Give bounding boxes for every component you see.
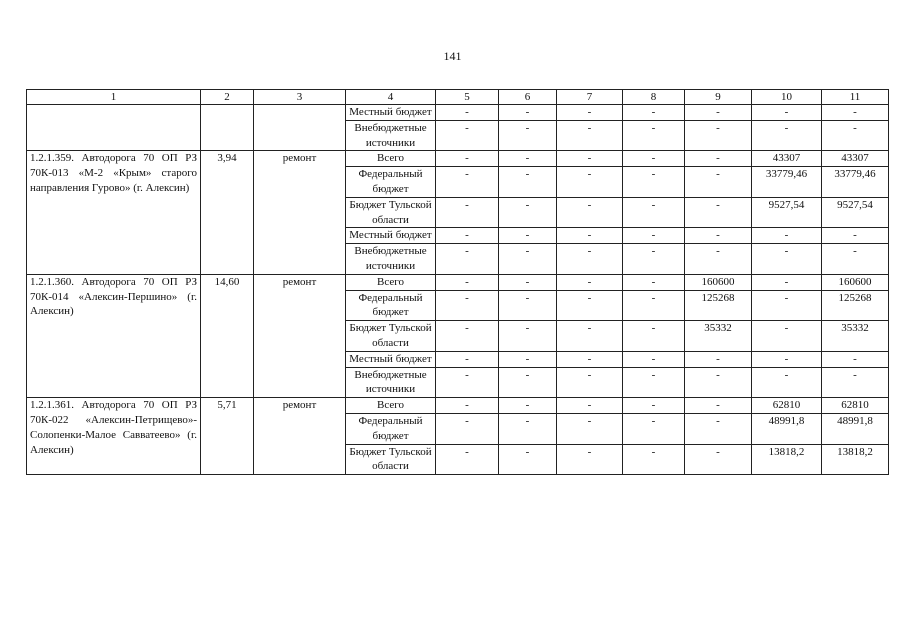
column-header: 11 <box>822 90 889 105</box>
value-cell: - <box>623 413 685 444</box>
value-cell: - <box>557 444 623 475</box>
funding-source-cell: Федеральный бюджет <box>346 167 436 198</box>
funding-source-cell: Бюджет Тульской области <box>346 321 436 352</box>
value-cell: - <box>623 197 685 228</box>
value-cell: - <box>623 321 685 352</box>
value-cell: - <box>557 197 623 228</box>
value-cell: - <box>436 120 499 151</box>
value-cell: - <box>436 290 499 321</box>
length-km-cell: 3,94 <box>201 151 254 274</box>
value-cell: - <box>685 444 752 475</box>
value-cell: - <box>752 321 822 352</box>
value-cell: 9527,54 <box>822 197 889 228</box>
value-cell: - <box>499 398 557 414</box>
value-cell: 9527,54 <box>752 197 822 228</box>
value-cell: 125268 <box>822 290 889 321</box>
table-row <box>27 151 889 167</box>
value-cell: - <box>623 444 685 475</box>
value-cell: - <box>557 290 623 321</box>
value-cell: - <box>623 105 685 121</box>
work-type-cell: ремонт <box>254 398 346 475</box>
length-km-cell: 14,60 <box>201 274 254 397</box>
value-cell: - <box>557 228 623 244</box>
column-header: 2 <box>201 90 254 105</box>
budget-table <box>26 89 889 475</box>
value-cell: - <box>436 197 499 228</box>
value-cell: - <box>436 444 499 475</box>
value-cell: - <box>557 413 623 444</box>
table-header-row <box>27 90 889 105</box>
value-cell: - <box>685 197 752 228</box>
funding-source-cell: Бюджет Тульской области <box>346 444 436 475</box>
value-cell: - <box>499 105 557 121</box>
value-cell: - <box>436 228 499 244</box>
funding-source-cell: Всего <box>346 274 436 290</box>
value-cell: - <box>822 351 889 367</box>
value-cell: - <box>623 351 685 367</box>
value-cell: - <box>623 398 685 414</box>
value-cell: - <box>436 244 499 275</box>
funding-source-cell: Федеральный бюджет <box>346 290 436 321</box>
value-cell: - <box>623 367 685 398</box>
value-cell: - <box>822 120 889 151</box>
column-header: 5 <box>436 90 499 105</box>
funding-source-cell: Внебюджетные источники <box>346 367 436 398</box>
value-cell: - <box>822 105 889 121</box>
value-cell: - <box>499 228 557 244</box>
value-cell: - <box>685 151 752 167</box>
value-cell: - <box>499 274 557 290</box>
value-cell: - <box>557 398 623 414</box>
value-cell: - <box>499 151 557 167</box>
value-cell: - <box>557 105 623 121</box>
value-cell: - <box>499 197 557 228</box>
value-cell: - <box>685 167 752 198</box>
value-cell: - <box>685 398 752 414</box>
value-cell: - <box>499 321 557 352</box>
object-name-cell: 1.2.1.359. Автодорога 70 ОП РЗ 70К-013 «М-2 «Крым» старого направления Гурово» (г. Алексин) <box>27 151 201 274</box>
value-cell: - <box>685 367 752 398</box>
work-type-cell <box>254 105 346 151</box>
value-cell: - <box>557 274 623 290</box>
value-cell: - <box>752 105 822 121</box>
value-cell: - <box>557 351 623 367</box>
value-cell: 13818,2 <box>822 444 889 475</box>
funding-source-cell: Всего <box>346 398 436 414</box>
page-number: 141 <box>443 49 462 63</box>
value-cell: - <box>685 120 752 151</box>
value-cell: 33779,46 <box>752 167 822 198</box>
value-cell: - <box>685 413 752 444</box>
column-header: 8 <box>623 90 685 105</box>
value-cell: - <box>822 228 889 244</box>
value-cell: 43307 <box>752 151 822 167</box>
funding-source-cell: Внебюджетные источники <box>346 120 436 151</box>
object-name-cell: 1.2.1.361. Автодорога 70 ОП РЗ 70К-022 «Алексин-Петрищево»-Солопенки-Малое Савватеево» (г. Алексин) <box>27 398 201 475</box>
value-cell: - <box>436 413 499 444</box>
value-cell: - <box>557 120 623 151</box>
value-cell: - <box>752 274 822 290</box>
value-cell: - <box>623 228 685 244</box>
value-cell: - <box>557 367 623 398</box>
value-cell: - <box>623 244 685 275</box>
funding-source-cell: Всего <box>346 151 436 167</box>
value-cell: - <box>752 367 822 398</box>
column-header: 7 <box>557 90 623 105</box>
value-cell: 48991,8 <box>752 413 822 444</box>
column-header: 6 <box>499 90 557 105</box>
value-cell: - <box>499 244 557 275</box>
value-cell: - <box>436 167 499 198</box>
value-cell: - <box>685 244 752 275</box>
value-cell: - <box>685 105 752 121</box>
value-cell: - <box>623 274 685 290</box>
funding-source-cell: Местный бюджет <box>346 105 436 121</box>
column-header: 10 <box>752 90 822 105</box>
value-cell: - <box>685 228 752 244</box>
value-cell: - <box>623 120 685 151</box>
value-cell: - <box>499 444 557 475</box>
work-type-cell: ремонт <box>254 274 346 397</box>
column-header: 9 <box>685 90 752 105</box>
length-km-cell <box>201 105 254 151</box>
value-cell: - <box>557 321 623 352</box>
value-cell: 160600 <box>685 274 752 290</box>
table-row <box>27 274 889 290</box>
value-cell: 48991,8 <box>822 413 889 444</box>
value-cell: - <box>499 413 557 444</box>
value-cell: - <box>752 290 822 321</box>
value-cell: - <box>557 244 623 275</box>
value-cell: - <box>822 244 889 275</box>
table-row <box>27 105 889 121</box>
column-header: 1 <box>27 90 201 105</box>
value-cell: 33779,46 <box>822 167 889 198</box>
value-cell: - <box>685 351 752 367</box>
value-cell: - <box>752 244 822 275</box>
column-header: 4 <box>346 90 436 105</box>
value-cell: - <box>499 367 557 398</box>
column-header: 3 <box>254 90 346 105</box>
object-name-cell: 1.2.1.360. Автодорога 70 ОП РЗ 70К-014 «Алексин-Першино» (г. Алексин) <box>27 274 201 397</box>
value-cell: - <box>436 321 499 352</box>
value-cell: 160600 <box>822 274 889 290</box>
value-cell: - <box>436 151 499 167</box>
work-type-cell: ремонт <box>254 151 346 274</box>
value-cell: - <box>752 351 822 367</box>
value-cell: - <box>822 367 889 398</box>
funding-source-cell: Бюджет Тульской области <box>346 197 436 228</box>
value-cell: - <box>436 351 499 367</box>
value-cell: - <box>752 120 822 151</box>
value-cell: 43307 <box>822 151 889 167</box>
value-cell: 35332 <box>822 321 889 352</box>
table-row <box>27 398 889 414</box>
value-cell: - <box>623 151 685 167</box>
value-cell: - <box>499 351 557 367</box>
funding-source-cell: Местный бюджет <box>346 228 436 244</box>
value-cell: - <box>557 167 623 198</box>
value-cell: - <box>499 167 557 198</box>
value-cell: 62810 <box>752 398 822 414</box>
value-cell: - <box>557 151 623 167</box>
value-cell: - <box>623 290 685 321</box>
value-cell: 13818,2 <box>752 444 822 475</box>
value-cell: - <box>499 290 557 321</box>
value-cell: - <box>436 398 499 414</box>
value-cell: - <box>623 167 685 198</box>
value-cell: 35332 <box>685 321 752 352</box>
funding-source-cell: Местный бюджет <box>346 351 436 367</box>
value-cell: - <box>436 274 499 290</box>
value-cell: 62810 <box>822 398 889 414</box>
value-cell: - <box>436 105 499 121</box>
value-cell: - <box>436 367 499 398</box>
object-name-cell <box>27 105 201 151</box>
funding-source-cell: Внебюджетные источники <box>346 244 436 275</box>
funding-source-cell: Федеральный бюджет <box>346 413 436 444</box>
value-cell: - <box>499 120 557 151</box>
length-km-cell: 5,71 <box>201 398 254 475</box>
value-cell: - <box>752 228 822 244</box>
value-cell: 125268 <box>685 290 752 321</box>
